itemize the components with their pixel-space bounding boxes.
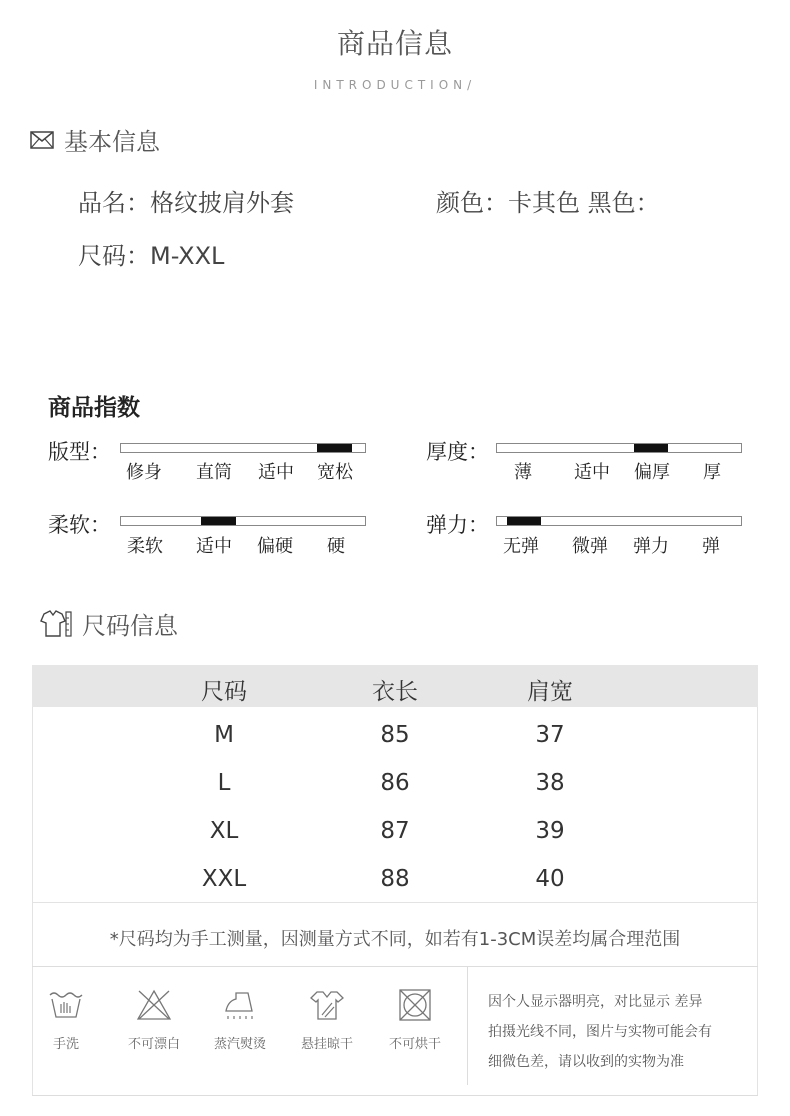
care-label: 悬挂晾干 [300, 1037, 353, 1052]
column-header: 衣长 [372, 679, 418, 705]
column-header: 尺码 [201, 679, 247, 705]
table-cell-shoulder: 39 [535, 818, 565, 844]
disclaimer-line: 细微色差，请以收到的实物为准 [488, 1054, 684, 1070]
shirt-ruler-icon [38, 610, 72, 638]
table-cell-length: 85 [380, 722, 410, 748]
fit-tick: 宽松 [317, 462, 353, 483]
fit-label: 版型： [48, 440, 111, 464]
table-cell-size: L [217, 770, 231, 796]
no-bleach-icon [136, 989, 172, 1021]
care-item-steam-iron [200, 989, 280, 1052]
care-item-no-bleach [114, 989, 194, 1052]
care-label: 不可烘干 [388, 1037, 441, 1052]
table-cell-shoulder: 37 [535, 722, 565, 748]
hand-wash-icon [48, 989, 84, 1021]
thickness-bar-fill [634, 444, 668, 452]
table-cell-length: 86 [380, 770, 410, 796]
softness-tick: 柔软 [127, 536, 163, 557]
care-instructions [32, 966, 758, 1096]
column-header: 肩宽 [527, 679, 573, 705]
table-cell-size: M [214, 722, 234, 748]
softness-tick: 偏硬 [257, 536, 293, 557]
elasticity-tick: 弹力 [633, 536, 669, 557]
elasticity-bar-fill [507, 517, 541, 525]
thickness-tick: 薄 [514, 462, 532, 483]
elasticity-tick: 无弹 [503, 536, 539, 557]
table-cell-length: 87 [380, 818, 410, 844]
hang-dry-icon [309, 989, 345, 1021]
elasticity-bar [496, 516, 742, 526]
softness-tick: 硬 [327, 536, 345, 557]
care-label: 不可漂白 [127, 1037, 180, 1052]
table-cell-shoulder: 38 [535, 770, 565, 796]
disclaimer-line: 因个人显示器明亮，对比显示 差异 [488, 994, 703, 1010]
fit-tick: 直筒 [196, 462, 232, 483]
softness-bar-fill [201, 517, 236, 525]
no-tumble-dry-icon [397, 989, 433, 1021]
basic-info-heading [30, 122, 160, 157]
care-divider [467, 967, 468, 1085]
envelope-icon [30, 131, 54, 149]
table-cell-length: 88 [380, 866, 410, 892]
thickness-tick: 厚 [703, 462, 721, 483]
thickness-label: 厚度： [426, 440, 489, 464]
page-subtitle: INTRODUCTION/ [313, 78, 477, 92]
table-cell-size: XL [209, 818, 239, 844]
softness-label: 柔软： [48, 513, 111, 537]
fit-bar-fill [317, 444, 352, 452]
thickness-tick: 偏厚 [634, 462, 670, 483]
fit-tick: 修身 [126, 462, 162, 483]
softness-tick: 适中 [196, 536, 232, 557]
care-item-hand-wash [26, 989, 106, 1052]
softness-bar [120, 516, 366, 526]
care-item-no-tumble-dry [375, 989, 455, 1052]
color-disclaimer [488, 987, 748, 1077]
care-item-hang-dry [287, 989, 367, 1052]
thickness-tick: 适中 [574, 462, 610, 483]
elasticity-label: 弹力： [426, 513, 489, 537]
size-info-label: 尺码信息 [82, 612, 178, 640]
thickness-bar [496, 443, 742, 453]
product-name: 品名：格纹披肩外套 [78, 189, 294, 217]
elasticity-tick: 弹 [702, 536, 720, 557]
table-cell-size: XXL [201, 866, 247, 892]
steam-iron-icon [222, 989, 258, 1021]
size-info-heading [38, 606, 178, 641]
fit-tick: 适中 [258, 462, 294, 483]
elasticity-tick: 微弹 [572, 536, 608, 557]
product-size: 尺码：M-XXL [78, 242, 225, 270]
product-index-heading: 商品指数 [48, 395, 140, 421]
fit-bar [120, 443, 366, 453]
page-title: 商品信息 [336, 27, 453, 60]
product-color: 颜色：卡其色 黑色： [436, 189, 660, 217]
care-label: 手洗 [52, 1037, 79, 1052]
measurement-note-box [32, 902, 758, 967]
table-cell-shoulder: 40 [535, 866, 565, 892]
care-label: 蒸汽熨烫 [213, 1037, 266, 1052]
disclaimer-line: 拍摄光线不同，图片与实物可能会有 [488, 1024, 712, 1040]
basic-info-label: 基本信息 [64, 128, 160, 156]
measurement-note: *尺码均为手工测量，因测量方式不同，如若有1-3CM误差均属合理范围 [109, 929, 681, 950]
